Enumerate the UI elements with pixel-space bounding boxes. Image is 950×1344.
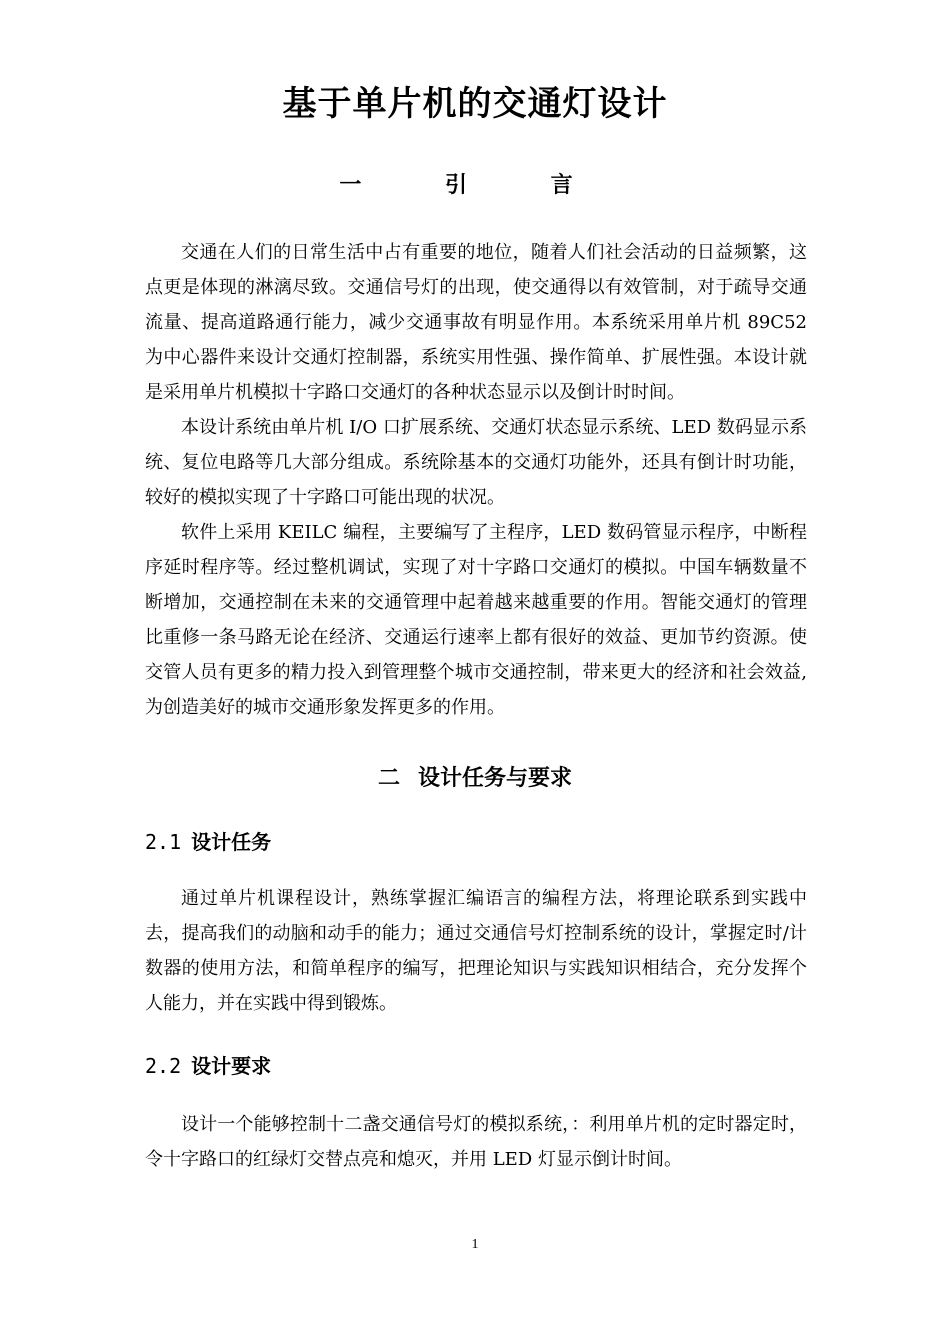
design-requirement-paragraph: 设计一个能够控制十二盏交通信号灯的模拟系统，：利用单片机的定时器定时，令十字路口的红绿灯交替点亮和熄灭，并用 LED 灯显示倒计时间。 <box>145 1114 807 1170</box>
intro-paragraph-1: 交通在人们的日常生活中占有重要的地位，随着人们社会活动的日益频繁，这点更是体现的淋漓尽致。交通信号灯的出现，使交通得以有效管制，对于疏导交通流量、提高道路通行能力，减少交通事故有明显作用。本系统采用单片机 89C52 为中心器件来设计交通灯控制器，系统实用性强、操作简单、扩展性强。本设计就是采用单片机模拟十字路口交通灯的各种状态显示以及倒计时时间。 <box>145 242 807 403</box>
intro-paragraph-3: 软件上采用 KEILC 编程，主要编写了主程序，LED 数码管显示程序，中断程序延时程序等。经过整机调试，实现了对十字路口交通灯的模拟。中国车辆数量不断增加，交通控制在未来的交通管理中起着越来越重要的作用。智能交通灯的管理比重修一条马路无论在经济、交通运行速率上都有很好的效益、更加节约资源。使交管人员有更多的精力投入到管理整个城市交通控制，带来更大的经济和社会效益,为创造美好的城市交通形象发挥更多的作用。 <box>145 522 807 718</box>
subsection-2-1-number: 2.1 <box>145 830 182 854</box>
section-2-title: 设计任务与要求 <box>418 766 573 791</box>
subsection-2-2-number: 2.2 <box>145 1054 182 1078</box>
intro-paragraph-2: 本设计系统由单片机 I/O 口扩展系统、交通灯状态显示系统、LED 数码显示系统、复位电路等几大部分组成。系统除基本的交通灯功能外，还具有倒计时功能，较好的模拟实现了十字路口可能出现的状况。 <box>145 417 807 508</box>
page-number: 1 <box>471 1237 479 1252</box>
section-1-heading: 一 引 言 <box>339 173 611 198</box>
document-title: 基于单片机的交通灯设计 <box>282 84 668 124</box>
subsection-2-2-heading <box>145 1050 271 1079</box>
subsection-2-1-title: 设计任务 <box>191 830 272 854</box>
subsection-2-1-heading <box>145 826 271 855</box>
design-task-paragraph: 通过单片机课程设计，熟练掌握汇编语言的编程方法，将理论联系到实践中去，提高我们的动脑和动手的能力；通过交通信号灯控制系统的设计，掌握定时/计数器的使用方法，和简单程序的编写，把理论知识与实践知识相结合，充分发挥个人能力，并在实践中得到锻炼。 <box>145 888 807 1014</box>
subsection-2-2-title: 设计要求 <box>191 1054 272 1078</box>
section-2-heading <box>0 761 950 792</box>
section-2-number: 二 <box>377 766 400 791</box>
